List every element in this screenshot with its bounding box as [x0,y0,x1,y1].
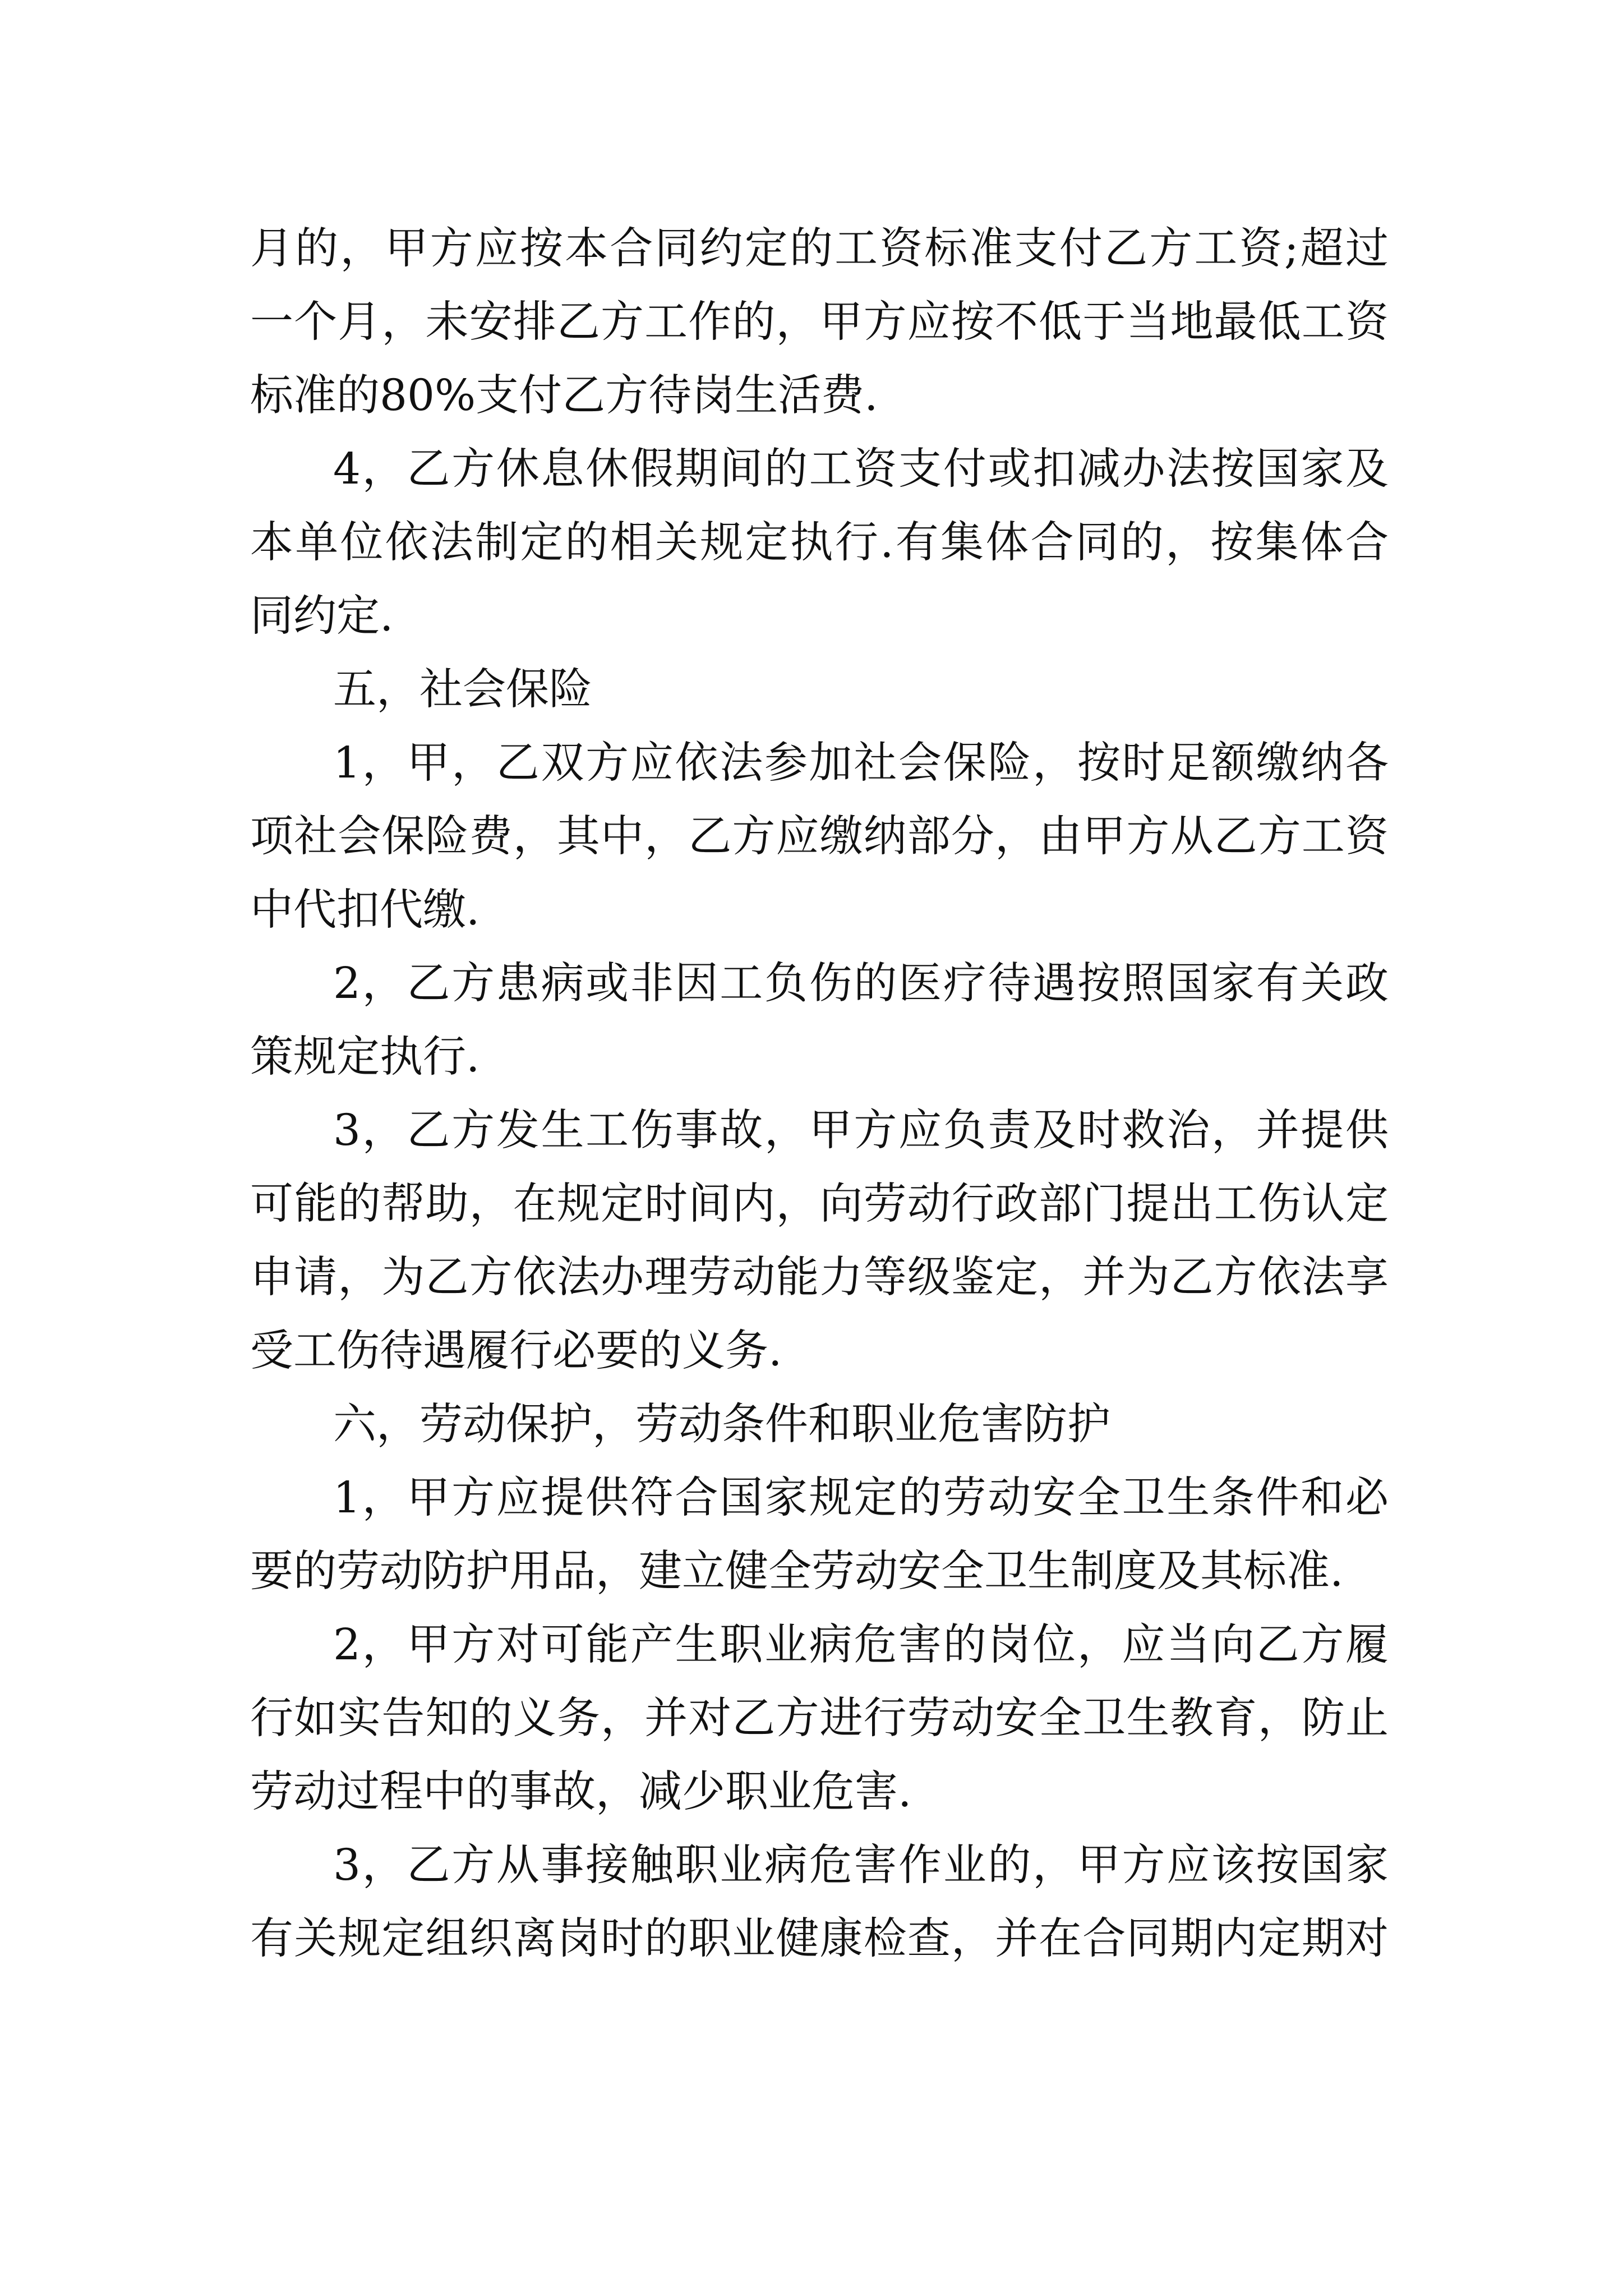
text-line: 要的劳动防护用品，建立健全劳动安全卫生制度及其标准. [250,1547,1344,1596]
item-2-line: 2，甲方对可能产生职业病危害的岗位，应当向乙方履 [333,1620,1389,1670]
item-3-line: 3，乙方发生工伤事故，甲方应负责及时救治，并提供 [333,1106,1389,1156]
contract-body [250,212,1389,1976]
text-line: 项社会保险费，其中，乙方应缴纳部分，由甲方从乙方工资 [250,812,1389,862]
text-line: 有关规定组织离岗时的职业健康检查，并在合同期内定期对 [250,1914,1389,1964]
text-line: 申请，为乙方依法办理劳动能力等级鉴定，并为乙方依法享 [250,1253,1389,1303]
text-line: 可能的帮助，在规定时间内，向劳动行政部门提出工伤认定 [250,1179,1389,1229]
text-line: 一个月，未安排乙方工作的，甲方应按不低于当地最低工资 [250,297,1389,347]
text-line: 劳动过程中的事故，减少职业危害. [250,1767,912,1817]
text-line: 策规定执行. [250,1032,480,1082]
text-line: 受工伤待遇履行必要的义务. [250,1326,782,1376]
text-line: 中代扣代缴. [250,885,480,935]
section-heading-labor-protection: 六，劳动保护，劳动条件和职业危害防护 [333,1400,1110,1450]
item-1-line: 1，甲，乙双方应依法参加社会保险，按时足额缴纳各 [333,738,1389,788]
text-line: 同约定. [250,591,394,641]
section-heading-social-insurance: 五，社会保险 [333,665,592,715]
paragraph-4-line: 4，乙方休息休假期间的工资支付或扣减办法按国家及 [333,444,1389,494]
item-1-line: 1，甲方应提供符合国家规定的劳动安全卫生条件和必 [333,1473,1389,1523]
text-line: 月的，甲方应按本合同约定的工资标准支付乙方工资;超过 [250,224,1389,274]
text-line: 行如实告知的义务，并对乙方进行劳动安全卫生教育，防止 [250,1694,1389,1743]
item-2-line: 2，乙方患病或非因工负伤的医疗待遇按照国家有关政 [333,959,1389,1009]
text-line: 本单位依法制定的相关规定执行.有集体合同的，按集体合 [250,518,1389,568]
text-line: 标准的80%支付乙方待岗生活费. [250,371,878,421]
item-3-line: 3，乙方从事接触职业病危害作业的，甲方应该按国家 [333,1841,1389,1890]
